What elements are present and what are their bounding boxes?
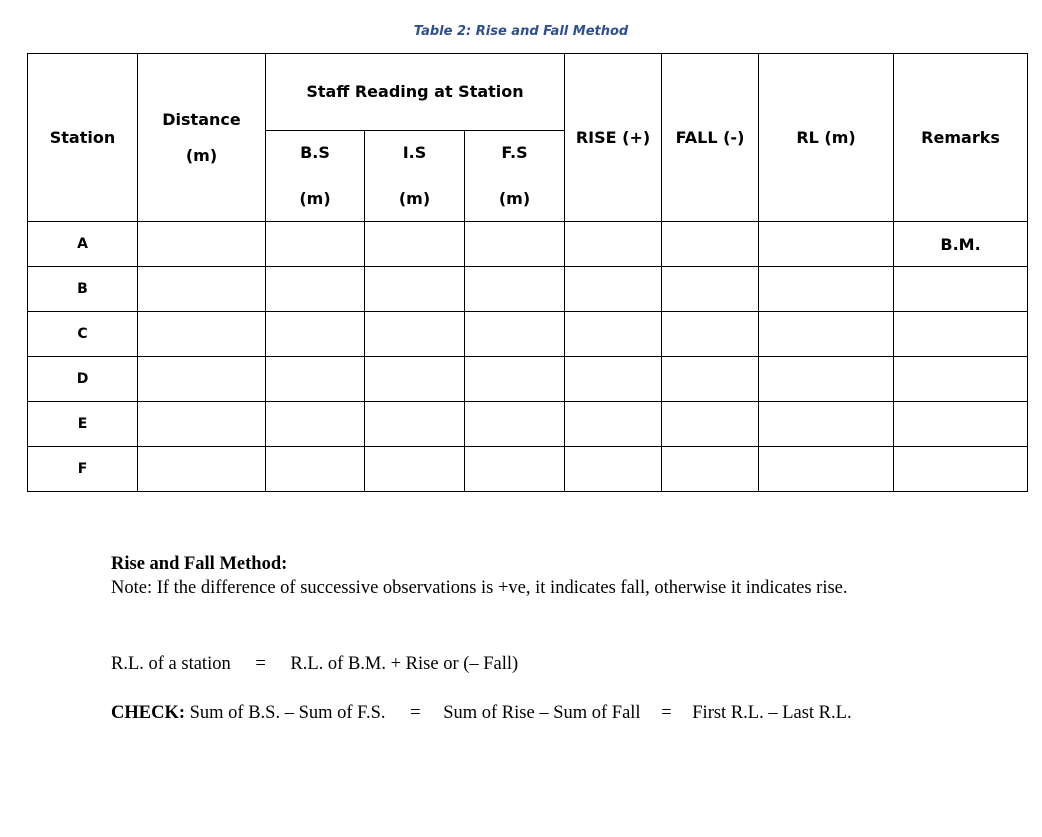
- is-cell: [365, 402, 465, 447]
- bs-cell: [266, 357, 365, 402]
- header-staff-reading: Staff Reading at Station: [266, 54, 565, 131]
- check-part3: First R.L. – Last R.L.: [692, 703, 852, 723]
- rise-cell: [565, 447, 662, 492]
- remarks-cell: [894, 312, 1028, 357]
- table-caption: Table 2: Rise and Fall Method: [413, 24, 629, 39]
- rl-cell: [759, 402, 894, 447]
- remarks-cell: [894, 357, 1028, 402]
- station-cell: A: [28, 222, 138, 267]
- table-row: [28, 447, 1028, 492]
- check-equals-1: =: [410, 703, 421, 723]
- fall-cell: [662, 357, 759, 402]
- is-cell: [365, 222, 465, 267]
- fall-cell: [662, 267, 759, 312]
- fs-cell: [465, 222, 565, 267]
- check-equals-2: =: [661, 703, 672, 723]
- notes-block: [111, 552, 991, 600]
- table-row: [28, 222, 1028, 267]
- rl-cell: [759, 447, 894, 492]
- station-cell: F: [28, 447, 138, 492]
- fall-cell: [662, 447, 759, 492]
- header-is: [365, 130, 465, 221]
- table-row: [28, 312, 1028, 357]
- header-fall: FALL (-): [662, 54, 759, 222]
- header-distance: [138, 54, 266, 222]
- distance-cell: [138, 312, 266, 357]
- table-row: [28, 357, 1028, 402]
- station-cell: B: [28, 267, 138, 312]
- header-fs: [465, 130, 565, 221]
- bs-cell: [266, 402, 365, 447]
- rise-cell: [565, 267, 662, 312]
- rise-fall-table: [27, 53, 1028, 492]
- check-formula: [111, 703, 852, 724]
- rl-formula-equals: =: [255, 654, 266, 674]
- rise-cell: [565, 222, 662, 267]
- header-is-unit: (m): [398, 188, 431, 208]
- fs-cell: [465, 357, 565, 402]
- check-part2: Sum of Rise – Sum of Fall: [443, 703, 641, 723]
- distance-cell: [138, 267, 266, 312]
- notes-title: Rise and Fall Method:: [111, 554, 288, 574]
- table-row: [28, 267, 1028, 312]
- header-bs: [266, 130, 365, 221]
- header-fs-label: F.S: [501, 142, 528, 162]
- bs-cell: [266, 222, 365, 267]
- fall-cell: [662, 222, 759, 267]
- rl-cell: [759, 267, 894, 312]
- distance-cell: [138, 222, 266, 267]
- header-distance-unit: (m): [185, 145, 218, 165]
- header-is-label: I.S: [402, 142, 427, 162]
- header-remarks: Remarks: [894, 54, 1028, 222]
- header-fs-unit: (m): [498, 188, 531, 208]
- fs-cell: [465, 447, 565, 492]
- station-cell: C: [28, 312, 138, 357]
- is-cell: [365, 357, 465, 402]
- station-cell: D: [28, 357, 138, 402]
- fall-cell: [662, 312, 759, 357]
- header-rise: RISE (+): [565, 54, 662, 222]
- rl-cell: [759, 357, 894, 402]
- fs-cell: [465, 312, 565, 357]
- bs-cell: [266, 447, 365, 492]
- fs-cell: [465, 402, 565, 447]
- rise-cell: [565, 402, 662, 447]
- header-station: Station: [28, 54, 138, 222]
- notes-text: Note: If the difference of successive observations is +ve, it indicates fall, otherwise it indicates rise.: [111, 578, 848, 598]
- check-label: CHECK:: [111, 703, 185, 723]
- table-row: [28, 402, 1028, 447]
- fs-cell: [465, 267, 565, 312]
- rl-cell: [759, 312, 894, 357]
- distance-cell: [138, 447, 266, 492]
- rise-cell: [565, 357, 662, 402]
- bs-cell: [266, 312, 365, 357]
- rl-formula: [111, 654, 518, 675]
- header-distance-label: Distance: [162, 109, 241, 129]
- station-cell: E: [28, 402, 138, 447]
- remarks-cell: B.M.: [894, 222, 1028, 267]
- header-bs-unit: (m): [299, 188, 331, 208]
- rl-formula-rhs: R.L. of B.M. + Rise or (– Fall): [290, 654, 519, 674]
- rl-cell: [759, 222, 894, 267]
- is-cell: [365, 267, 465, 312]
- bs-cell: [266, 267, 365, 312]
- is-cell: [365, 447, 465, 492]
- distance-cell: [138, 357, 266, 402]
- distance-cell: [138, 402, 266, 447]
- remarks-cell: [894, 447, 1028, 492]
- header-rl: RL (m): [759, 54, 894, 222]
- remarks-cell: [894, 402, 1028, 447]
- is-cell: [365, 312, 465, 357]
- rise-cell: [565, 312, 662, 357]
- check-part1: Sum of B.S. – Sum of F.S.: [189, 703, 386, 723]
- fall-cell: [662, 402, 759, 447]
- header-bs-label: B.S: [300, 142, 330, 162]
- remarks-cell: [894, 267, 1028, 312]
- rl-formula-lhs: R.L. of a station: [111, 654, 231, 674]
